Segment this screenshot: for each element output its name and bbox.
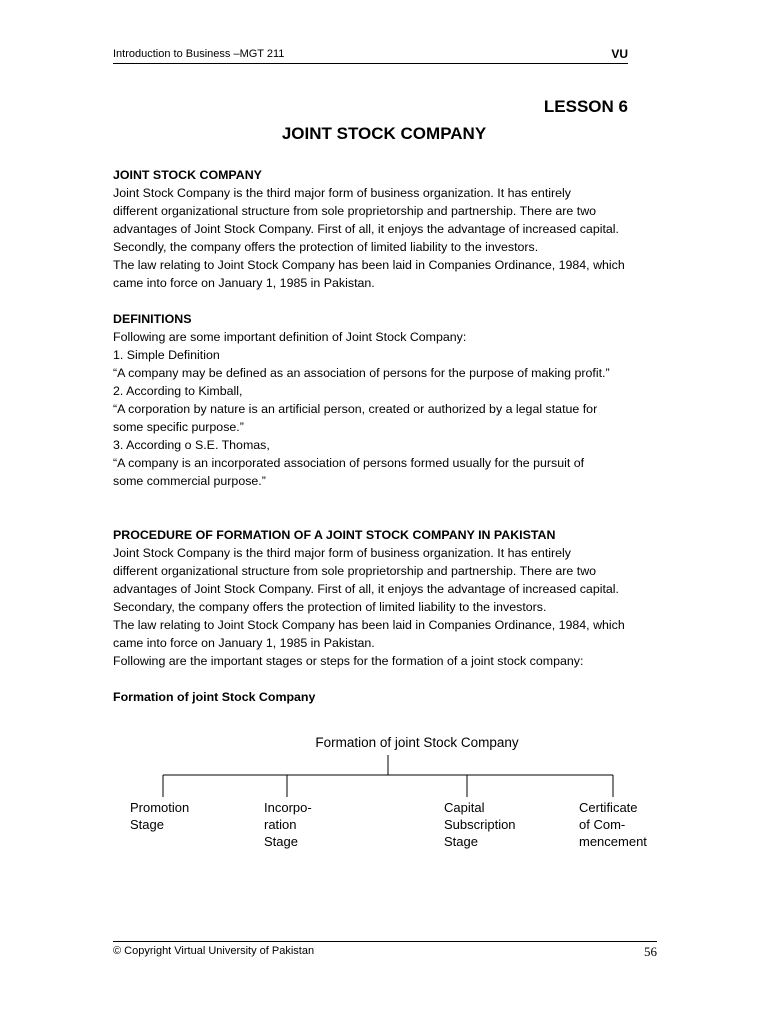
- page-header: [113, 47, 628, 64]
- paragraph-line: advantages of Joint Stock Company. First of all, it enjoys the advantage of increased capital.: [113, 582, 620, 596]
- paragraph-line: “A corporation by nature is an artificial person, created or authorized by a legal statue for: [113, 402, 598, 416]
- paragraph-line: some commercial purpose.”: [113, 474, 266, 488]
- paragraph-line: Joint Stock Company is the third major form of business organization. It has entirely: [113, 186, 571, 200]
- paragraph-line: Secondary, the company offers the protection of limited liability to the investors.: [113, 600, 547, 614]
- section-heading-definitions: DEFINITIONS: [113, 312, 192, 326]
- paragraph-line: Following are some important definition of Joint Stock Company:: [113, 330, 467, 344]
- paragraph-line: Joint Stock Company is the third major form of business organization. It has entirely: [113, 546, 571, 560]
- paragraph-line: came into force on January 1, 1985 in Pakistan.: [113, 636, 375, 650]
- stage-promotion: Promotion Stage: [130, 800, 190, 832]
- paragraph-line: some specific purpose.”: [113, 420, 244, 434]
- paragraph-line: Following are the important stages or steps for the formation of a joint stock company:: [113, 654, 584, 668]
- paragraph-line: 1. Simple Definition: [113, 348, 220, 362]
- formation-subheading: Formation of joint Stock Company: [113, 690, 316, 704]
- institution-label: VU: [611, 47, 628, 61]
- stage-capital-subscription: Capital Subscription Stage: [444, 800, 516, 849]
- paragraph-line: advantages of Joint Stock Company. First of all, it enjoys the advantage of increased capital.: [113, 222, 620, 236]
- document-body: [113, 166, 658, 706]
- paragraph-line: The law relating to Joint Stock Company has been laid in Companies Ordinance, 1984, which: [113, 618, 625, 632]
- page-footer: [113, 941, 657, 962]
- course-title: Introduction to Business –MGT 211: [113, 48, 285, 60]
- paragraph-line: Secondly, the company offers the protection of limited liability to the investors.: [113, 240, 539, 254]
- lesson-number: LESSON 6: [543, 97, 628, 116]
- stage-incorporation: Incorpo- ration Stage: [264, 800, 312, 849]
- page-number: 56: [644, 944, 657, 959]
- diagram-stages: [130, 800, 647, 849]
- diagram-title: Formation of joint Stock Company: [315, 735, 519, 750]
- stage-certificate-commencement: Certificate of Com- mencement: [579, 800, 647, 849]
- paragraph-line: 3. According o S.E. Thomas,: [113, 438, 270, 452]
- copyright-text: © Copyright Virtual University of Pakistan: [113, 945, 315, 957]
- paragraph-line: different organizational structure from sole proprietorship and partnership. There are two: [113, 204, 597, 218]
- paragraph-line: 2. According to Kimball,: [113, 384, 243, 398]
- paragraph-line: came into force on January 1, 1985 in Pakistan.: [113, 276, 375, 290]
- paragraph-line: The law relating to Joint Stock Company has been laid in Companies Ordinance, 1984, which: [113, 258, 625, 272]
- section-heading-joint-stock: JOINT STOCK COMPANY: [113, 168, 262, 182]
- paragraph-line: “A company is an incorporated association of persons formed usually for the pursuit of: [113, 456, 585, 470]
- paragraph-line: different organizational structure from sole proprietorship and partnership. There are two: [113, 564, 597, 578]
- diagram-connectors: [163, 755, 613, 797]
- section-heading-procedure: PROCEDURE OF FORMATION OF A JOINT STOCK COMPANY IN PAKISTAN: [113, 528, 556, 542]
- page-title: JOINT STOCK COMPANY: [281, 124, 487, 143]
- paragraph-line: “A company may be defined as an association of persons for the purpose of making profit.”: [113, 366, 610, 380]
